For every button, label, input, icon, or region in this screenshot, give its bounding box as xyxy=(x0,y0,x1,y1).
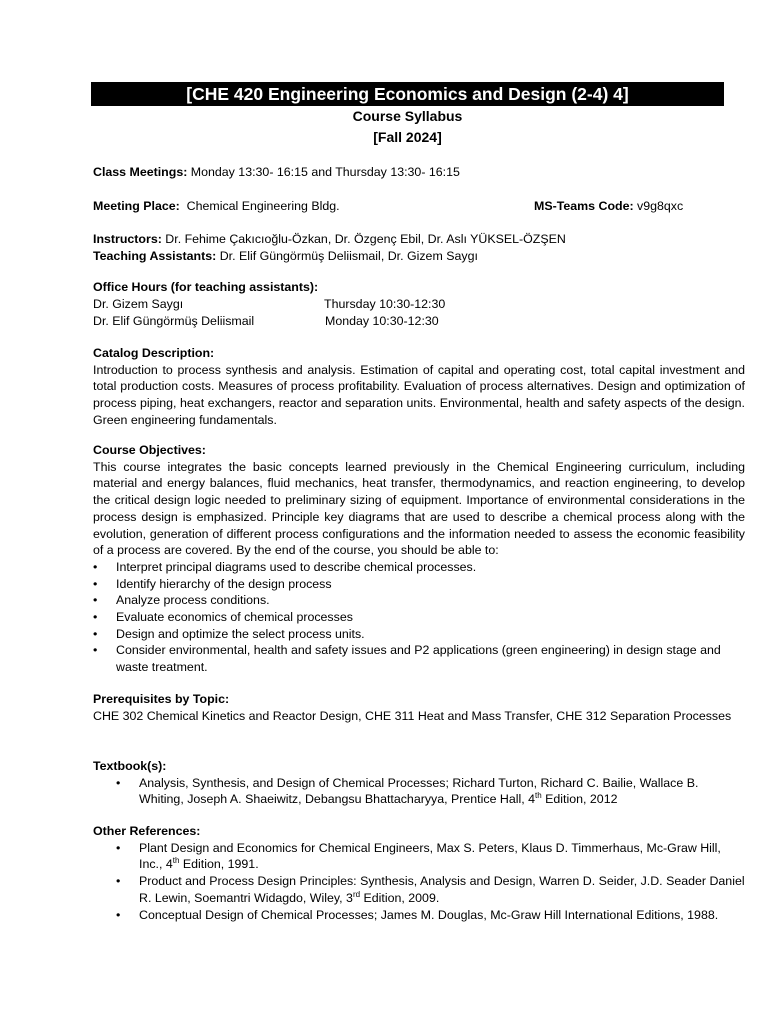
teaching-assistants-label: Teaching Assistants: xyxy=(93,248,217,263)
catalog-section xyxy=(93,345,745,429)
catalog-text: Introduction to process synthesis and analysis. Estimation of capital and operating cost, total capital investment and total production costs. Measures of process profitability. Evaluation of process alternatives. Design and optimization of process piping, heat exchangers, reactor and separation units. Environmental, health and safety aspects of the design. Green engineering fundamentals. xyxy=(93,362,745,427)
ordinal-suffix: th xyxy=(535,791,542,801)
objective-text: Consider environmental, health and safety issues and P2 applications (green engineering) in design stage and waste treatment. xyxy=(116,643,721,675)
ordinal-suffix: rd xyxy=(352,889,361,899)
objectives-heading: Course Objectives: xyxy=(93,443,206,457)
references-section xyxy=(93,823,745,923)
instructors-value: Dr. Fehime Çakıcıoğlu-Özkan, Dr. Özgenç Ebil, Dr. Aslı YÜKSEL-ÖZŞEN xyxy=(161,232,566,246)
list-item xyxy=(93,840,745,873)
class-meetings-value: Monday 13:30- 16:15 and Thursday 13:30- 16:15 xyxy=(187,165,460,179)
reference-text: Product and Process Design Principles: Synthesis, Analysis and Design, Warren D. Seider, J.D. Seader Daniel R. Lewin, Soemantri Widagdo, Wiley, 3 xyxy=(139,874,745,905)
list-item xyxy=(93,642,745,675)
teaching-assistants-line xyxy=(93,248,745,265)
bullet: • xyxy=(93,576,98,591)
ordinal-suffix: th xyxy=(172,856,180,866)
objectives-section xyxy=(93,442,745,676)
objective-text: Design and optimize the select process units. xyxy=(116,626,365,641)
list-item xyxy=(93,592,745,609)
bullet: • xyxy=(93,593,98,608)
prerequisites-heading: Prerequisites by Topic: xyxy=(93,692,230,706)
office-hours-time-2: Monday 10:30-12:30 xyxy=(325,314,439,328)
objective-text: Analyze process conditions. xyxy=(116,593,270,608)
objectives-list xyxy=(93,559,745,676)
instructors xyxy=(93,231,745,264)
textbook-text-end: Edition, 2012 xyxy=(541,792,618,807)
list-item xyxy=(93,576,745,593)
teams-code-label: MS-Teams Code: xyxy=(534,199,634,213)
list-item xyxy=(93,609,745,626)
textbooks-section xyxy=(93,758,745,808)
bullet: • xyxy=(116,907,121,922)
bullet: • xyxy=(93,626,98,641)
meeting-place-value: Chemical Engineering Bldg. xyxy=(186,199,340,213)
bullet: • xyxy=(93,610,98,625)
teaching-assistants-value: Dr. Elif Güngörmüş Deliismail, Dr. Gizem Saygı xyxy=(216,248,478,263)
prerequisites-text: CHE 302 Chemical Kinetics and Reactor Design, CHE 311 Heat and Mass Transfer, CHE 312 Separation Processes xyxy=(93,708,732,723)
textbook-text: Analysis, Synthesis, and Design of Chemical Processes; Richard Turton, Richard C. Bailie, Wallace B. Whiting, Joseph A. Shaeiwitz, Debangsu Bhattacharyya, Prentice Hall, 4 xyxy=(139,775,699,807)
course-title: [CHE 420 Engineering Economics and Design (2-4) 4] xyxy=(91,82,724,106)
textbooks-list xyxy=(93,775,745,808)
bullet: • xyxy=(116,874,121,889)
objectives-text: This course integrates the basic concepts learned previously in the Chemical Engineering curriculum, including material and energy balances, fluid mechanics, heat transfer, thermodynamics, and reaction engineering, to develop the critical design logic needed to preliminary sizing of equipment. Importance of environmental considerations in the process design is emphasized. Principle key diagrams that are used to describe a chemical process along with the evolution, generation of different process configurations and the information needed to assess the economic feasibility of a process are covered. By the end of the course, you should be able to: xyxy=(93,459,745,558)
objective-text: Identify hierarchy of the design process xyxy=(116,576,332,591)
reference-text: Conceptual Design of Chemical Processes; James M. Douglas, Mc-Graw Hill International Editions, 1988. xyxy=(139,907,719,922)
objective-text: Interpret principal diagrams used to describe chemical processes. xyxy=(116,559,477,574)
term-label: [Fall 2024] xyxy=(373,129,442,145)
reference-text-end: Edition, 1991. xyxy=(179,857,259,872)
objective-text: Evaluate economics of chemical processes xyxy=(116,610,353,625)
references-list xyxy=(93,840,745,924)
prerequisites-section xyxy=(93,691,745,724)
list-item xyxy=(93,626,745,643)
list-item xyxy=(93,907,745,924)
references-heading: Other References: xyxy=(93,824,201,838)
meeting-place-label: Meeting Place: xyxy=(93,199,180,213)
class-meetings-label: Class Meetings: xyxy=(93,165,188,179)
reference-text-end: Edition, 2009. xyxy=(360,890,440,905)
bullet: • xyxy=(93,559,98,574)
instructors-label: Instructors: xyxy=(93,232,162,246)
catalog-heading: Catalog Description: xyxy=(93,346,215,360)
bullet: • xyxy=(93,643,98,658)
teams-code xyxy=(534,198,683,215)
list-item xyxy=(93,559,745,576)
office-hours-heading: Office Hours (for teaching assistants): xyxy=(93,280,319,294)
teams-code-value: v9g8qxc xyxy=(633,199,684,213)
list-item xyxy=(93,775,745,808)
list-item xyxy=(93,873,745,906)
office-hours-time-1: Thursday 10:30-12:30 xyxy=(324,297,446,311)
office-hours-name-2: Dr. Elif Güngörmüş Deliismail xyxy=(93,314,255,328)
office-hours-name-1: Dr. Gizem Saygı xyxy=(93,297,184,311)
instructors-line xyxy=(93,231,745,248)
document-subtitle: Course Syllabus xyxy=(352,108,463,124)
textbooks-heading: Textbook(s): xyxy=(93,759,167,773)
reference-text: Plant Design and Economics for Chemical Engineers, Max S. Peters, Klaus D. Timmerhaus, Mc-Graw Hill, Inc., 4 xyxy=(139,840,721,872)
bullet: • xyxy=(116,775,121,790)
bullet: • xyxy=(116,840,121,855)
class-meetings xyxy=(93,164,745,181)
